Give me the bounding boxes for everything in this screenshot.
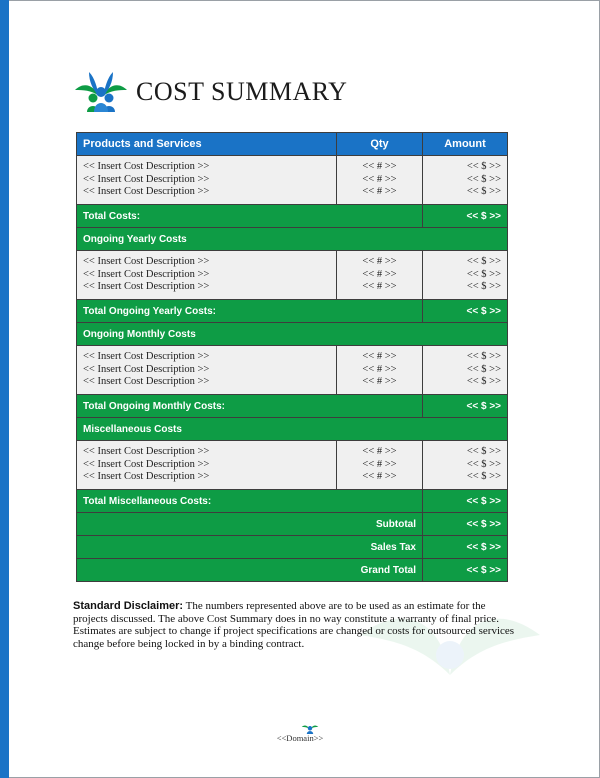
summary-label: Subtotal xyxy=(77,513,423,536)
item-amount: << $ >> xyxy=(466,281,501,293)
section-heading: Miscellaneous Costs xyxy=(77,418,508,441)
disclaimer-label: Standard Disclaimer: xyxy=(73,600,184,612)
table-header-row xyxy=(77,133,508,156)
section-heading-row xyxy=(77,323,508,346)
left-accent-stripe xyxy=(0,0,9,778)
item-desc: << Insert Cost Description >> xyxy=(83,376,210,388)
cost-amount-cell xyxy=(423,251,508,300)
summary-label: Grand Total xyxy=(77,559,423,582)
item-qty: << # >> xyxy=(362,446,397,458)
item-amount: << $ >> xyxy=(466,376,501,388)
summary-row xyxy=(77,536,508,559)
item-amount: << $ >> xyxy=(466,446,501,458)
item-amount: << $ >> xyxy=(466,161,501,173)
section-total-row xyxy=(77,395,508,418)
section-total-row xyxy=(77,300,508,323)
table-row xyxy=(77,156,508,205)
section-heading: Ongoing Yearly Costs xyxy=(77,228,508,251)
cost-qty-cell xyxy=(337,156,423,205)
cost-description-cell xyxy=(77,441,337,490)
section-heading: Ongoing Monthly Costs xyxy=(77,323,508,346)
cost-description-cell xyxy=(77,346,337,395)
item-desc: << Insert Cost Description >> xyxy=(83,351,210,363)
cost-qty-cell xyxy=(337,346,423,395)
footer-logo-icon xyxy=(301,720,319,734)
table-row xyxy=(77,346,508,395)
cost-description-cell xyxy=(77,156,337,205)
footer-domain: <<Domain>> xyxy=(276,733,324,743)
item-qty: << # >> xyxy=(362,376,397,388)
section-total-amount: << $ >> xyxy=(423,300,508,323)
summary-row xyxy=(77,513,508,536)
item-qty: << # >> xyxy=(362,458,397,470)
summary-amount: << $ >> xyxy=(423,536,508,559)
table-row xyxy=(77,441,508,490)
item-qty: << # >> xyxy=(362,351,397,363)
item-amount: << $ >> xyxy=(466,256,501,268)
item-amount: << $ >> xyxy=(466,186,501,198)
section-total-amount: << $ >> xyxy=(423,395,508,418)
item-desc: << Insert Cost Description >> xyxy=(83,161,210,173)
summary-amount: << $ >> xyxy=(423,559,508,582)
cost-amount-cell xyxy=(423,156,508,205)
item-desc: << Insert Cost Description >> xyxy=(83,186,210,198)
cost-qty-cell xyxy=(337,441,423,490)
item-qty: << # >> xyxy=(362,268,397,280)
item-desc: << Insert Cost Description >> xyxy=(83,256,210,268)
item-qty: << # >> xyxy=(362,363,397,375)
section-total-row xyxy=(77,490,508,513)
item-qty: << # >> xyxy=(362,161,397,173)
item-desc: << Insert Cost Description >> xyxy=(83,446,210,458)
header-qty: Qty xyxy=(337,133,423,156)
section-total-label: Total Ongoing Yearly Costs: xyxy=(77,300,423,323)
item-desc: << Insert Cost Description >> xyxy=(83,458,210,470)
item-qty: << # >> xyxy=(362,173,397,185)
cost-description-cell xyxy=(77,251,337,300)
standard-disclaimer xyxy=(73,600,517,650)
people-leaves-logo-icon xyxy=(73,68,129,112)
summary-amount: << $ >> xyxy=(423,513,508,536)
disclaimer-text: The numbers represented above are to be used as an estimate for the projects discussed. The above Cost Summary does in no way constitute a warranty of final price. Estimates are subject to change if project specifications are changed or costs for outsourced services change before being locked in by a binding contract. xyxy=(73,600,515,650)
section-total-amount: << $ >> xyxy=(423,490,508,513)
section-total-label: Total Ongoing Monthly Costs: xyxy=(77,395,423,418)
section-total-label: Total Miscellaneous Costs: xyxy=(77,490,423,513)
item-qty: << # >> xyxy=(362,186,397,198)
item-amount: << $ >> xyxy=(466,471,501,483)
cost-amount-cell xyxy=(423,346,508,395)
section-total-amount: << $ >> xyxy=(423,205,508,228)
section-heading-row xyxy=(77,228,508,251)
item-qty: << # >> xyxy=(362,256,397,268)
table-row xyxy=(77,251,508,300)
header-products: Products and Services xyxy=(77,133,337,156)
cost-qty-cell xyxy=(337,251,423,300)
cost-summary-table xyxy=(76,132,508,582)
item-desc: << Insert Cost Description >> xyxy=(83,471,210,483)
item-amount: << $ >> xyxy=(466,458,501,470)
item-amount: << $ >> xyxy=(466,268,501,280)
summary-label: Sales Tax xyxy=(77,536,423,559)
summary-row xyxy=(77,559,508,582)
item-amount: << $ >> xyxy=(466,173,501,185)
section-total-label: Total Costs: xyxy=(77,205,423,228)
cost-amount-cell xyxy=(423,441,508,490)
section-total-row xyxy=(77,205,508,228)
page-title: COST SUMMARY xyxy=(136,77,348,106)
item-desc: << Insert Cost Description >> xyxy=(83,363,210,375)
item-amount: << $ >> xyxy=(466,351,501,363)
item-qty: << # >> xyxy=(362,471,397,483)
item-qty: << # >> xyxy=(362,281,397,293)
header-amount: Amount xyxy=(423,133,508,156)
item-amount: << $ >> xyxy=(466,363,501,375)
item-desc: << Insert Cost Description >> xyxy=(83,281,210,293)
section-heading-row xyxy=(77,418,508,441)
item-desc: << Insert Cost Description >> xyxy=(83,173,210,185)
item-desc: << Insert Cost Description >> xyxy=(83,268,210,280)
